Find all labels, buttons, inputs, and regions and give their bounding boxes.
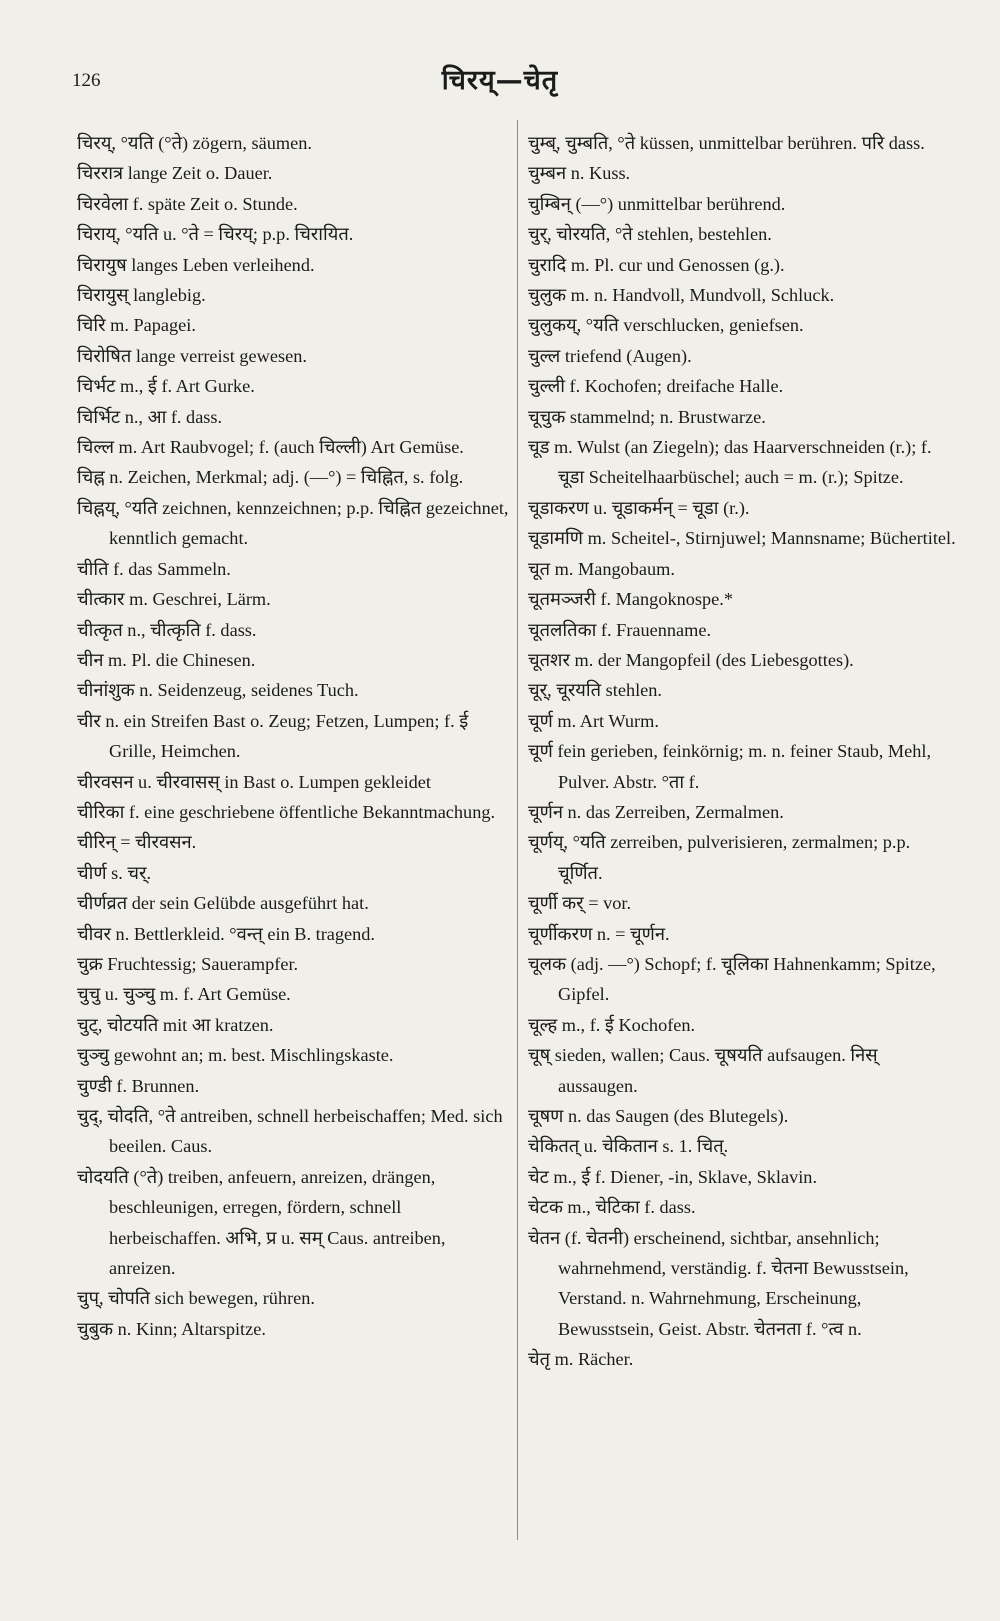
- dictionary-entry: चुल्ल triefend (Augen).: [528, 345, 692, 366]
- dictionary-entry: चूडामणि m. Scheitel-, Stirnjuwel; Mannsname; Büchertitel.: [528, 528, 956, 549]
- dictionary-entry: चिररात्र lange Zeit o. Dauer.: [77, 163, 273, 184]
- dictionary-entry: चुट्, चोटयति mit आ kratzen.: [77, 1014, 274, 1035]
- dictionary-entry: चुल्ली f. Kochofen; dreifache Halle.: [528, 376, 784, 397]
- dictionary-entry: चूषण n. das Saugen (des Blutegels).: [528, 1106, 789, 1126]
- running-head: चिरय्—चेतृ: [441, 65, 559, 96]
- dictionary-entry: चोदयति (°ते) treiben, anfeuern, anreizen, drängen, beschleunigen, erregen, fördern, schnell herbeischaffen. अभि, प्र u. सम् Caus. antreiben, anreizen.: [77, 1166, 446, 1279]
- dictionary-entry: चूर्णय्, °यति zerreiben, pulverisieren, zermalmen; p.p. चूर्णित.: [528, 832, 911, 883]
- dictionary-entry: चेट m., ई f. Diener, -in, Sklave, Sklavin.: [528, 1166, 818, 1187]
- dictionary-entry: चेतृ m. Rächer.: [528, 1349, 634, 1370]
- dictionary-entry: चुण्डी f. Brunnen.: [77, 1075, 200, 1096]
- dictionary-entry: चूष् sieden, wallen; Caus. चूषयति aufsaugen. निस् aussaugen.: [528, 1045, 878, 1096]
- dictionary-entry: चिरायुष langes Leben verleihend.: [77, 254, 315, 275]
- dictionary-entry: चूडाकरण u. चूडाकर्मन् = चूडा (r.).: [528, 497, 750, 518]
- dictionary-entry: चीनांशुक n. Seidenzeug, seidenes Tuch.: [77, 680, 359, 701]
- dictionary-entry: चुबुक n. Kinn; Altarspitze.: [77, 1318, 266, 1339]
- dictionary-entry: चीत्कृत n., चीत्कृति f. dass.: [77, 619, 257, 640]
- column-divider: [517, 120, 518, 1540]
- dictionary-entry: चुप्, चोपति sich bewegen, rühren.: [77, 1288, 315, 1309]
- dictionary-entry: चीरिका f. eine geschriebene öffentliche Bekanntmachung.: [77, 801, 496, 822]
- dictionary-entry: चेतन (f. चेतनी) erscheinend, sichtbar, ansehnlich; wahrnehmend, verständig. f. चेतना Bewusstsein, Verstand. n. Wahrnehmung, Erscheinung, Bewusstsein, Geist. Abstr. चेतनता f. °त्व n.: [528, 1227, 909, 1339]
- dictionary-entry: चूचुक stammelnd; n. Brustwarze.: [528, 406, 766, 427]
- dictionary-entry: चूर्, चूरयति stehlen.: [528, 680, 662, 701]
- dictionary-entry: चूर्णन n. das Zerreiben, Zermalmen.: [528, 801, 784, 822]
- dictionary-entry: चुलुकय्, °यति verschlucken, geniefsen.: [528, 315, 804, 336]
- dictionary-entry: चूलक (adj. —°) Schopf; f. चूलिका Hahnenkamm; Spitze, Gipfel.: [528, 953, 936, 1005]
- dictionary-entry: चुद्, चोदति, °ते antreiben, schnell herbeischaffen; Med. sich beeilen. Caus.: [77, 1106, 503, 1157]
- left-column: [77, 128, 511, 1344]
- dictionary-entry: चूड m. Wulst (an Ziegeln); das Haarverschneiden (r.); f. चूडा Scheitelhaarbüschel; auch = m. (r.); Spitze.: [528, 437, 932, 488]
- dictionary-entry: चिह्न n. Zeichen, Merkmal; adj. (—°) = चिह्नित, s. folg.: [77, 467, 464, 488]
- dictionary-entry: चुलुक m. n. Handvoll, Mundvoll, Schluck.: [528, 285, 835, 306]
- dictionary-entry: चूल्ह m., f. ई Kochofen.: [528, 1014, 696, 1035]
- dictionary-entry: चुम्ब्, चुम्बति, °ते küssen, unmittelbar berühren. परि dass.: [528, 133, 925, 153]
- dictionary-entry: चिरायुस् langlebig.: [77, 285, 206, 306]
- dictionary-entry: चीवर n. Bettlerkleid. °वन्त् ein B. tragend.: [77, 923, 375, 944]
- dictionary-entry: चिरोषित lange verreist gewesen.: [77, 345, 307, 366]
- dictionary-entry: चिरय्, °यति (°ते) zögern, säumen.: [77, 133, 312, 153]
- dictionary-entry: चिल्ल m. Art Raubvogel; f. (auch चिल्ली) Art Gemüse.: [77, 437, 464, 458]
- dictionary-entry: चुम्बन n. Kuss.: [528, 163, 631, 184]
- dictionary-entry: चूतमञ्जरी f. Mangoknospe.*: [528, 589, 733, 610]
- dictionary-entry: चुञ्चु gewohnt an; m. best. Mischlingskaste.: [77, 1045, 394, 1066]
- dictionary-entry: चुक्र Fruchtessig; Sauerampfer.: [77, 953, 299, 974]
- page-number: 126: [72, 70, 101, 91]
- dictionary-entry: चिरि m. Papagei.: [77, 315, 196, 336]
- dictionary-entry: चूतशर m. der Mangopfeil (des Liebesgottes).: [528, 649, 854, 670]
- dictionary-entry: चिह्नय्, °यति zeichnen, kennzeichnen; p.p. चिह्नित gezeichnet, kenntlich gemacht.: [77, 497, 509, 549]
- dictionary-entry: चीर्णव्रत der sein Gelübde ausgeführt hat.: [77, 893, 369, 914]
- dictionary-entry: चूत m. Mangobaum.: [528, 558, 675, 579]
- dictionary-entry: चिर्भिट n., आ f. dass.: [77, 406, 223, 427]
- dictionary-entry: चुम्बिन् (—°) unmittelbar berührend.: [528, 193, 786, 214]
- right-column: [528, 128, 956, 1375]
- dictionary-entry: चूर्ण m. Art Wurm.: [528, 710, 659, 731]
- dictionary-entry: चूर्ण fein gerieben, feinkörnig; m. n. feiner Staub, Mehl, Pulver. Abstr. °ता f.: [528, 741, 932, 792]
- dictionary-entry: चीरवसन u. चीरवासस् in Bast o. Lumpen gekleidet: [77, 771, 431, 792]
- dictionary-entry: चुर्, चोरयति, °ते stehlen, bestehlen.: [528, 224, 772, 245]
- dictionary-entry: चुरादि m. Pl. cur und Genossen (g.).: [528, 254, 785, 275]
- dictionary-entry: चुचु u. चुञ्चु m. f. Art Gemüse.: [77, 984, 291, 1005]
- dictionary-entry: चिर्भट m., ई f. Art Gurke.: [77, 376, 255, 397]
- dictionary-entry: चेकितत् u. चेकितान s. 1. चित्.: [528, 1136, 729, 1157]
- dictionary-entry: चीरिन् = चीरवसन.: [77, 832, 197, 853]
- dictionary-entry: चीत्कार m. Geschrei, Lärm.: [77, 589, 271, 610]
- dictionary-entry: चिरवेला f. späte Zeit o. Stunde.: [77, 193, 298, 214]
- dictionary-entry: चिराय्, °यति u. °ते = चिरय्; p.p. चिरायित.: [77, 224, 354, 245]
- dictionary-entry: चीति f. das Sammeln.: [77, 558, 231, 579]
- dictionary-entry: चीर n. ein Streifen Bast o. Zeug; Fetzen, Lumpen; f. ई Grille, Heimchen.: [77, 710, 469, 762]
- dictionary-entry: चेटक m., चेटिका f. dass.: [528, 1197, 696, 1218]
- dictionary-entry: चूतलतिका f. Frauenname.: [528, 619, 712, 640]
- dictionary-entry: चीर्ण s. चर्.: [77, 862, 152, 883]
- dictionary-entry: चूर्णीकरण n. = चूर्णन.: [528, 923, 670, 944]
- dictionary-entry: चीन m. Pl. die Chinesen.: [77, 649, 256, 670]
- dictionary-entry: चूर्णी कर् = vor.: [528, 893, 632, 914]
